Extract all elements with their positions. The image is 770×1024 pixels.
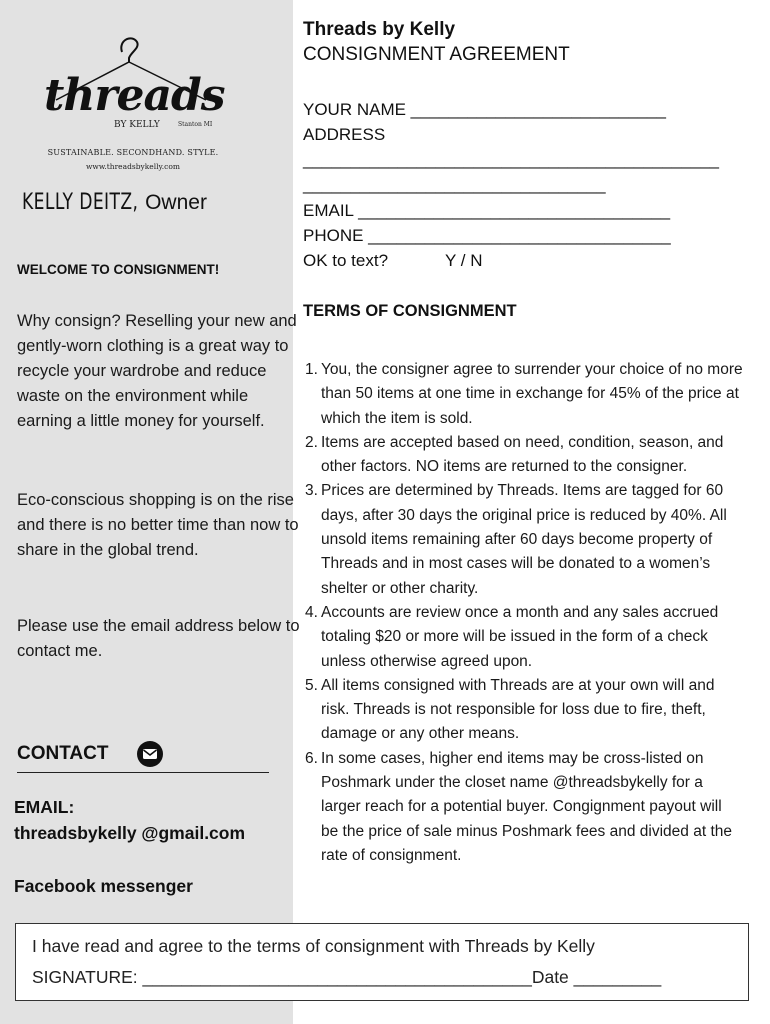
term-text: Items are accepted based on need, condition, season, and other factors. NO items are returned to the consigner. <box>321 433 724 476</box>
term-number: 3. <box>305 482 318 500</box>
term-item <box>303 674 743 747</box>
threads-logo <box>36 30 236 180</box>
term-item <box>303 747 743 868</box>
signature-box <box>15 923 749 1001</box>
facebook-messenger: Facebook messenger <box>14 876 193 896</box>
ok-to-text-yn[interactable]: Y / N <box>445 251 483 270</box>
term-item <box>303 601 743 674</box>
logo-url: www.threadsbykelly.com <box>85 162 180 171</box>
ok-to-text-label: OK to text? <box>303 251 389 270</box>
logo-tagline: SUSTAINABLE. SECONDHAND. STYLE. <box>47 148 219 157</box>
logo-script: threads <box>44 70 225 121</box>
term-text: Accounts are review once a month and any sales accrued totaling $20 or more will be issued in the form of a check unless otherwise agreed upon. <box>321 603 719 670</box>
contact-heading: CONTACT <box>17 743 109 764</box>
logo-location: Stanton MI <box>178 121 213 128</box>
owner-role: Owner <box>145 191 207 214</box>
mail-icon <box>136 740 164 768</box>
logo-by-kelly: BY KELLY <box>114 120 160 130</box>
address-label: ADDRESS <box>303 125 386 144</box>
owner-line <box>22 190 207 215</box>
address-field-line2[interactable]: ________________________________ <box>303 175 606 194</box>
term-text: Prices are determined by Threads. Items are tagged for 60 days, after 30 days the original price is reduced by 40%. All unsold items remaining after 60 days become property of Threads and in most cases will be donated to a women’s shelter or other charity. <box>321 482 727 597</box>
sidebar <box>0 0 300 1024</box>
term-text: All items consigned with Threads are at your own will and risk. Threads is not responsible for loss due to fire, theft, damage or any other means. <box>321 676 715 743</box>
term-item <box>303 479 743 600</box>
term-text: You, the consigner agree to surrender your choice of no more than 50 items at one time in exchange for 45% of the price at which the item is sold. <box>321 361 743 427</box>
terms-list <box>303 358 743 868</box>
address-field-line1[interactable]: ____________________________________________ <box>303 150 720 169</box>
welcome-heading: WELCOME TO CONSIGNMENT! <box>17 262 220 277</box>
term-item <box>303 358 743 431</box>
term-text: In some cases, higher end items may be cross-listed on Poshmark under the closet name @threadsbykelly for a larger reach for a potential buyer. Congignment payout will be the price of sale minus Poshmark fees and divided at the rate of consignment. <box>321 749 732 864</box>
intro-paragraph: Why consign? Reselling your new and gently-worn clothing is a great way to recycle your wardrobe and reduce waste on the environment while earning a little money for yourself. <box>17 312 297 430</box>
document-title: Threads by Kelly <box>303 19 456 40</box>
term-number: 1. <box>305 361 318 378</box>
agreement-statement: I have read and agree to the terms of consignment with Threads by Kelly <box>32 936 595 956</box>
term-number: 2. <box>305 433 318 451</box>
phone-field[interactable]: PHONE ________________________________ <box>303 226 671 245</box>
term-number: 5. <box>305 676 318 694</box>
eco-paragraph: Eco-conscious shopping is on the rise and there is no better time than now to share in the global trend. <box>17 491 299 559</box>
your-name-field[interactable]: YOUR NAME ___________________________ <box>303 100 666 119</box>
contact-divider <box>17 772 269 773</box>
email-address: threadsbykelly @gmail.com <box>14 823 246 843</box>
term-number: 4. <box>305 603 318 621</box>
signature-date-field[interactable]: SIGNATURE: ________________________________________Date _________ <box>32 967 662 987</box>
email-field[interactable]: EMAIL _________________________________ <box>303 201 671 220</box>
contact-paragraph: Please use the email address below to contact me. <box>17 617 300 660</box>
email-label: EMAIL: <box>14 797 75 817</box>
term-number: 6. <box>305 749 318 767</box>
document-subtitle: CONSIGNMENT AGREEMENT <box>303 44 570 65</box>
owner-name: KELLY DEITZ, <box>22 190 139 215</box>
term-item <box>303 431 743 480</box>
terms-heading: TERMS OF CONSIGNMENT <box>303 302 517 320</box>
